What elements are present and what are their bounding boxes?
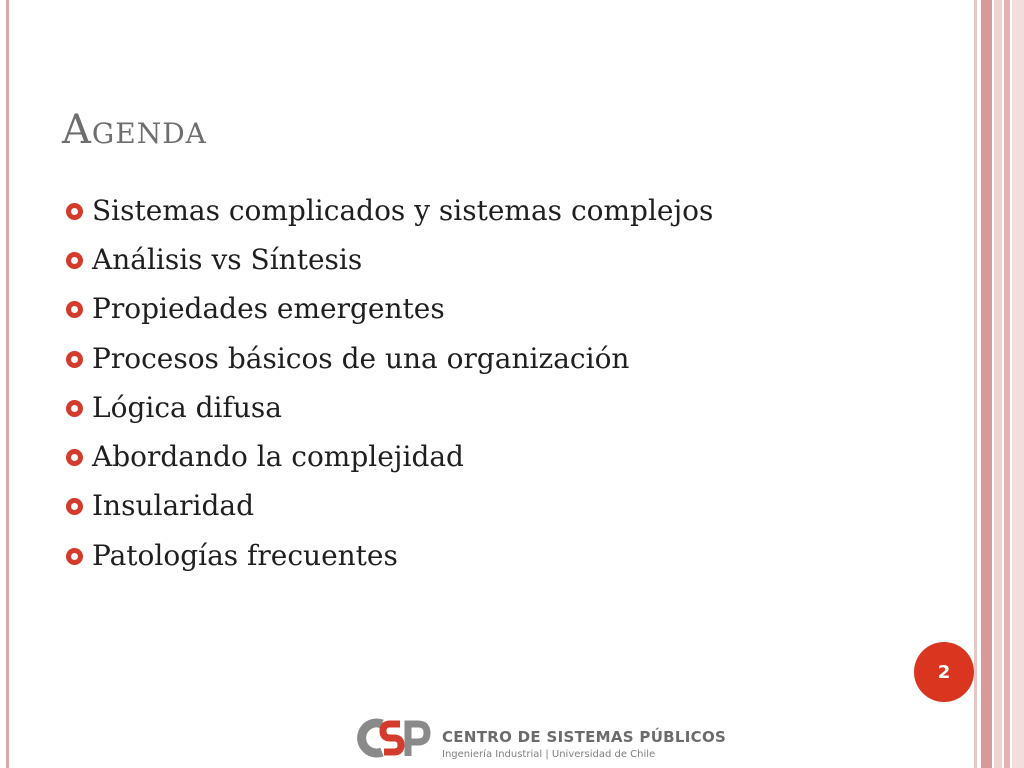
logo-name: CENTRO DE SISTEMAS PÚBLICOS (442, 728, 727, 746)
bullet-item (66, 482, 713, 531)
bullet-text: Sistemas complicados y sistemas complejos (92, 193, 714, 227)
bullet-text: Insularidad (92, 489, 255, 523)
bullet-icon (66, 498, 83, 515)
right-stripe-decoration (981, 0, 992, 768)
bullet-item (66, 432, 713, 481)
bullet-text: Abordando la complejidad (92, 440, 464, 474)
right-stripe-decoration (994, 0, 1002, 768)
left-border-decoration (6, 0, 9, 768)
bullet-item (66, 334, 713, 383)
bullet-item (66, 383, 713, 432)
bullet-icon (66, 203, 83, 220)
bullet-icon (66, 252, 83, 269)
right-stripe-decoration (974, 0, 977, 768)
bullet-icon (66, 351, 83, 368)
bullet-text: Procesos básicos de una organización (92, 341, 630, 375)
bullet-icon (66, 400, 83, 417)
bullet-text: Patologías frecuentes (92, 538, 398, 572)
page-number: 2 (937, 661, 951, 683)
bullet-item (66, 235, 713, 284)
bullet-text: Propiedades emergentes (92, 292, 445, 326)
bullet-item (66, 285, 713, 334)
bullet-icon (66, 449, 83, 466)
bullet-item (66, 531, 713, 580)
bullet-text: Análisis vs Síntesis (92, 242, 363, 276)
logo-subtitle: Ingeniería Industrial | Universidad de Chile (442, 749, 656, 760)
bullet-icon (66, 301, 83, 318)
bullet-item (66, 186, 713, 235)
page-number-badge (914, 642, 974, 702)
right-stripe-decoration (1004, 0, 1010, 768)
csp-logo-mark-icon (356, 712, 436, 762)
bullet-icon (66, 548, 83, 565)
csp-logo (356, 712, 727, 762)
right-stripe-decoration (1012, 0, 1024, 768)
slide-title: Agenda (62, 107, 207, 153)
bullet-text: Lógica difusa (92, 390, 282, 424)
bullet-list (66, 186, 713, 580)
